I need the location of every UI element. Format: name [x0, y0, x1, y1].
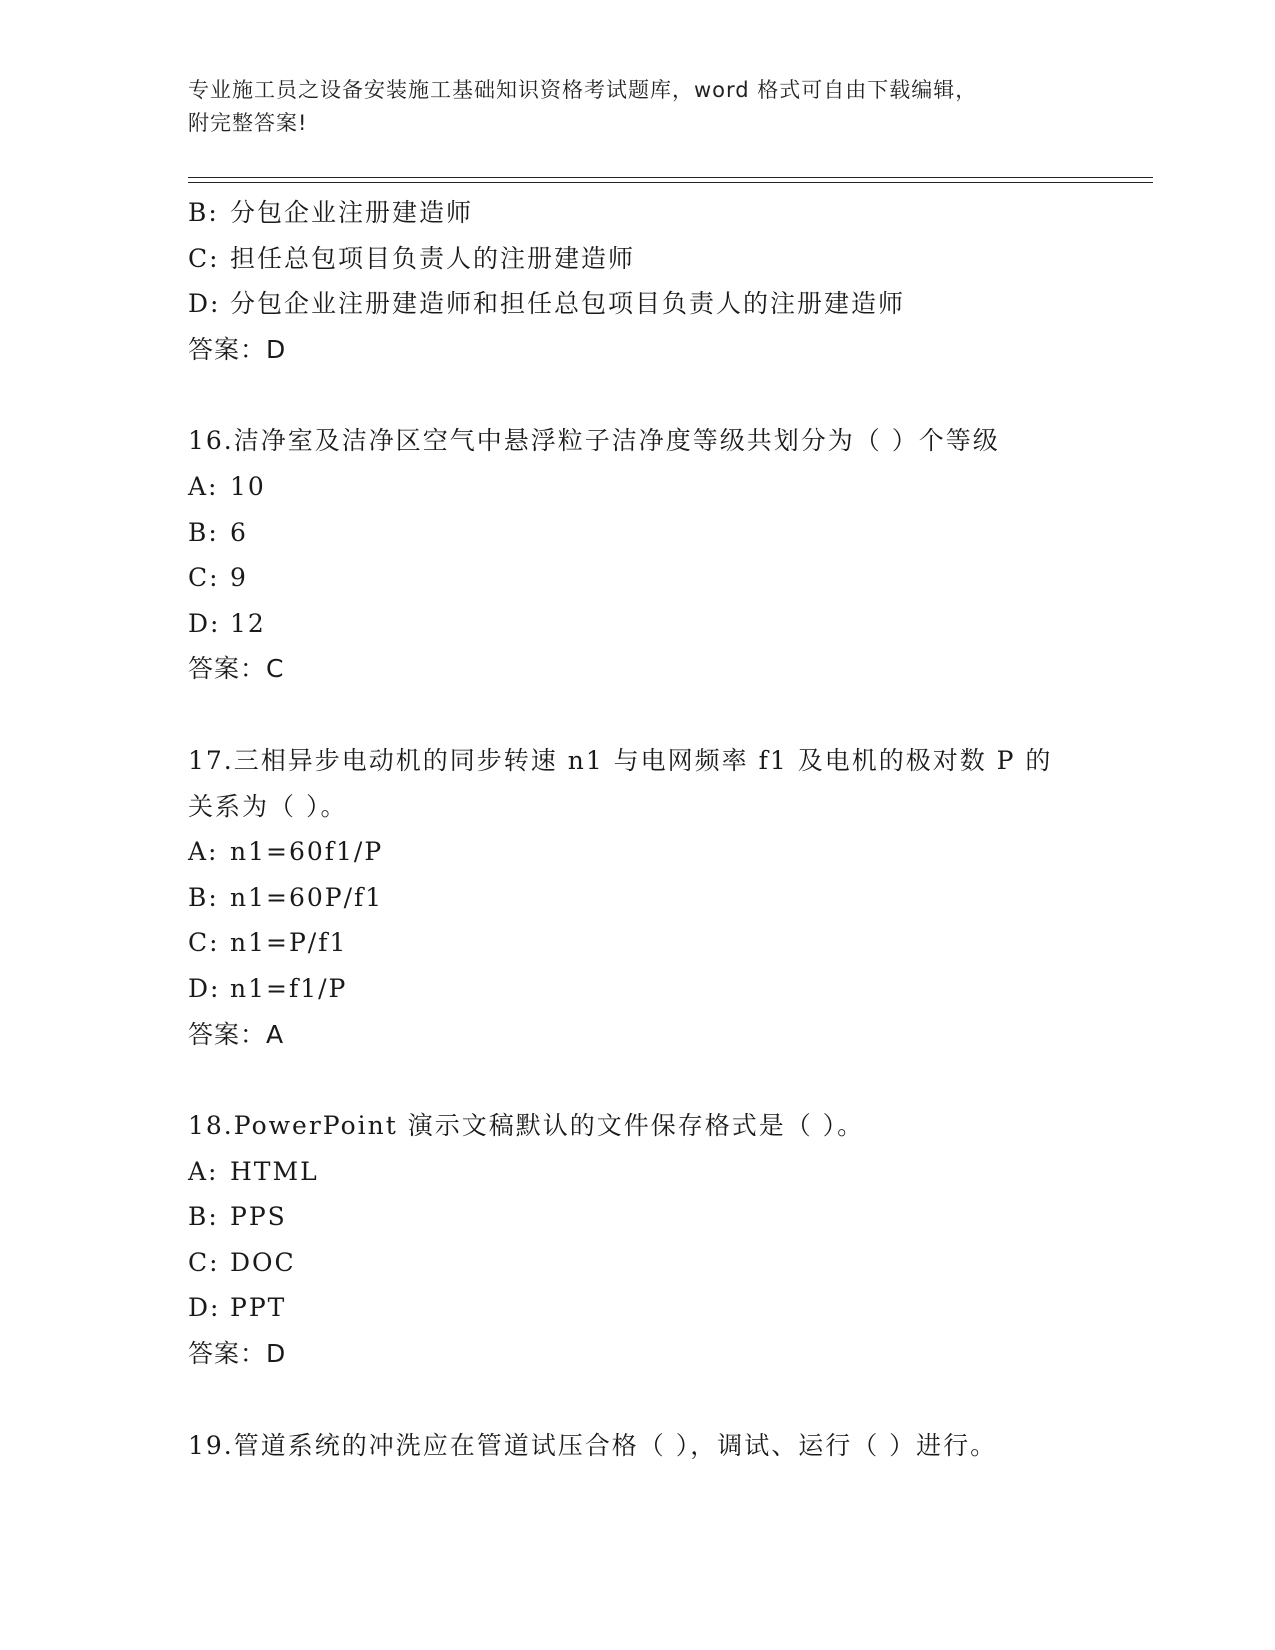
option-b	[188, 875, 1088, 921]
document-header	[188, 74, 1068, 140]
option-key: D:	[188, 1293, 221, 1323]
option-key: C:	[188, 1247, 220, 1277]
option-a	[188, 464, 1088, 510]
option-text: PPT	[230, 1293, 287, 1323]
answer-line: 答案：A	[188, 1019, 285, 1049]
option-text: HTML	[230, 1156, 319, 1186]
spacer	[188, 1057, 1088, 1103]
option-d	[188, 1285, 1088, 1331]
header-divider-top	[188, 177, 1153, 178]
option-key: B:	[188, 1202, 219, 1232]
answer-line: 答案：C	[188, 654, 285, 684]
question-stem: PowerPoint 演示文稿默认的文件保存格式是（ ）。	[233, 1111, 865, 1141]
question-number: 19.	[188, 1430, 234, 1460]
option-c	[188, 920, 1088, 966]
answer-line: 答案：D	[188, 334, 287, 364]
option-d	[188, 281, 1088, 327]
option-text: n1=60P/f1	[230, 882, 384, 912]
option-key: B:	[188, 882, 219, 912]
answer-line: 答案：D	[188, 1339, 287, 1369]
option-key: C:	[188, 243, 220, 273]
question-stem: 三相异步电动机的同步转速 n1 与电网频率 f1 及电机的极对数 P 的	[233, 745, 1053, 775]
option-c	[188, 555, 1088, 601]
question-text	[188, 738, 1088, 784]
question-stem: 管道系统的冲洗应在管道试压合格（ ），调试、运行（ ）进行。	[233, 1430, 998, 1460]
header-line-1: 专业施工员之设备安装施工基础知识资格考试题库，word 格式可自由下载编辑，	[188, 78, 978, 102]
option-text: 12	[230, 608, 266, 638]
option-text: n1=f1/P	[230, 973, 348, 1003]
option-key: C:	[188, 563, 220, 593]
spacer	[188, 1377, 1088, 1423]
option-key: A:	[188, 837, 219, 867]
option-d	[188, 966, 1088, 1012]
question-text	[188, 1103, 1088, 1149]
question-number: 18.	[188, 1111, 234, 1141]
question-15-tail	[188, 190, 1088, 372]
question-text-continued: 关系为（ ）。	[188, 791, 348, 821]
header-line-2: 附完整答案!	[188, 111, 308, 135]
option-key: B:	[188, 198, 219, 227]
question-number: 17.	[188, 745, 234, 775]
option-b	[188, 190, 1088, 236]
option-a	[188, 1149, 1088, 1195]
question-17	[188, 738, 1088, 1057]
option-key: B:	[188, 517, 219, 547]
question-stem: 洁净室及洁净区空气中悬浮粒子洁净度等级共划分为（ ）个等级	[233, 426, 1000, 456]
question-text	[188, 1423, 1088, 1469]
option-text: 9	[230, 563, 248, 593]
option-text: PPS	[230, 1202, 287, 1232]
option-key: C:	[188, 928, 220, 958]
question-18	[188, 1103, 1088, 1377]
question-19	[188, 1423, 1088, 1469]
spacer	[188, 372, 1088, 418]
option-c	[188, 236, 1088, 282]
spacer	[188, 692, 1088, 738]
option-key: D:	[188, 608, 221, 638]
option-b	[188, 510, 1088, 556]
option-key: D:	[188, 289, 221, 319]
option-key: D:	[188, 973, 221, 1003]
option-text: 6	[230, 517, 248, 547]
option-text: 分包企业注册建造师和担任总包项目负责人的注册建造师	[230, 289, 906, 319]
option-text: n1=P/f1	[230, 928, 348, 958]
option-a	[188, 829, 1088, 875]
option-d	[188, 601, 1088, 647]
option-key: A:	[188, 471, 219, 501]
option-key: A:	[188, 1156, 219, 1186]
option-text: DOC	[230, 1247, 296, 1277]
question-text	[188, 418, 1088, 464]
option-text: 担任总包项目负责人的注册建造师	[230, 243, 636, 273]
header-divider-bottom	[188, 182, 1153, 183]
option-text: 10	[230, 471, 266, 501]
option-text: n1=60f1/P	[230, 837, 384, 867]
question-16	[188, 418, 1088, 692]
option-b	[188, 1194, 1088, 1240]
question-list	[188, 190, 1088, 1468]
question-number: 16.	[188, 426, 234, 456]
option-text: 分包企业注册建造师	[230, 198, 474, 227]
option-c	[188, 1240, 1088, 1286]
